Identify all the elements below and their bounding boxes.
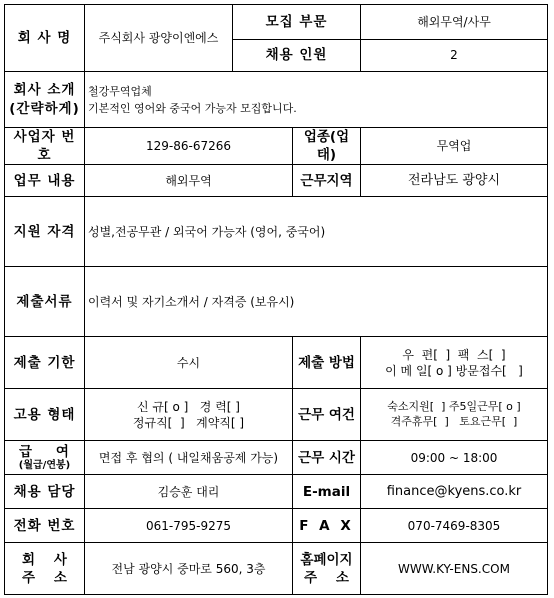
address-label bbox=[5, 543, 85, 595]
address-label-line2: 주 소 bbox=[22, 569, 67, 586]
employment-type-line2: 정규직[ ] 계약직[ ] bbox=[132, 415, 245, 430]
manager-value: 김승훈 대리 bbox=[85, 475, 293, 509]
documents-value: 이력서 및 자기소개서 / 자격증 (보유시) bbox=[85, 267, 548, 337]
row-employment bbox=[5, 389, 548, 441]
duty-value: 해외무역 bbox=[85, 165, 293, 197]
row-intro bbox=[5, 72, 548, 128]
intro-label-line1: 회사 소개 bbox=[13, 82, 76, 99]
method-line2: 이 메 일[ o ] 방문접수[ ] bbox=[385, 363, 523, 378]
employment-type-value bbox=[85, 389, 293, 441]
fax-value: 070-7469-8305 bbox=[361, 509, 548, 543]
row-manager bbox=[5, 475, 548, 509]
duty-label: 업무 내용 bbox=[5, 165, 85, 197]
row-company bbox=[5, 5, 548, 40]
company-name-label: 회 사 명 bbox=[5, 5, 85, 72]
location-label: 근무지역 bbox=[293, 165, 361, 197]
recruit-dept-label: 모집 부문 bbox=[233, 5, 361, 40]
intro-line2: 기본적인 영어와 중국어 가능자 모집합니다. bbox=[88, 101, 297, 115]
manager-label: 채용 담당 bbox=[5, 475, 85, 509]
row-documents bbox=[5, 267, 548, 337]
method-value bbox=[361, 337, 548, 389]
row-business bbox=[5, 128, 548, 165]
salary-label-sub: (월급/연봉) bbox=[18, 459, 71, 471]
intro-line1: 철강무역업체 bbox=[88, 84, 152, 98]
qualification-label: 지원 자격 bbox=[5, 197, 85, 267]
work-conditions-label: 근무 여건 bbox=[293, 389, 361, 441]
business-type-label: 업종(업태) bbox=[293, 128, 361, 165]
qualification-value: 성별,전공무관 / 외국어 가능자 (영어, 중국어) bbox=[85, 197, 548, 267]
recruit-dept-value: 해외무역/사무 bbox=[361, 5, 548, 40]
employment-type-label: 고용 형태 bbox=[5, 389, 85, 441]
address-value: 전남 광양시 중마로 560, 3층 bbox=[85, 543, 293, 595]
work-conditions-line1: 숙소지원[ ] 주5일근무[ o ] bbox=[387, 400, 521, 414]
homepage-label-line2: 주 소 bbox=[304, 569, 349, 586]
salary-value: 면접 후 협의 ( 내일채움공제 가능) bbox=[85, 441, 293, 475]
row-phone bbox=[5, 509, 548, 543]
documents-label: 제출서류 bbox=[5, 267, 85, 337]
address-label-line1: 회 사 bbox=[22, 551, 67, 568]
regno-value: 129-86-67266 bbox=[85, 128, 293, 165]
hours-value: 09:00 ~ 18:00 bbox=[361, 441, 548, 475]
deadline-label: 제출 기한 bbox=[5, 337, 85, 389]
email-label: E-mail bbox=[293, 475, 361, 509]
intro-label-line2: (간략하게) bbox=[9, 100, 80, 117]
email-value: finance@kyens.co.kr bbox=[361, 475, 548, 509]
location-value: 전라남도 광양시 bbox=[361, 165, 548, 197]
row-address bbox=[5, 543, 548, 595]
homepage-label-line1: 홈페이지 bbox=[300, 551, 353, 568]
fax-label: F A X bbox=[293, 509, 361, 543]
work-conditions-value bbox=[361, 389, 548, 441]
job-posting-sheet bbox=[4, 4, 547, 598]
salary-label bbox=[5, 441, 85, 475]
employment-type-line1: 신 규[ o ] 경 력[ ] bbox=[137, 399, 240, 414]
method-line1: 우 편[ ] 팩 스[ ] bbox=[402, 347, 506, 362]
intro-value bbox=[85, 72, 548, 128]
recruit-count-label: 채용 인원 bbox=[233, 40, 361, 72]
job-posting-table bbox=[4, 4, 548, 595]
work-conditions-line2: 격주휴무[ ] 토요근무[ ] bbox=[390, 414, 518, 428]
business-type-value: 무역업 bbox=[361, 128, 548, 165]
homepage-value: WWW.KY-ENS.COM bbox=[361, 543, 548, 595]
regno-label: 사업자 번호 bbox=[5, 128, 85, 165]
hours-label: 근무 시간 bbox=[293, 441, 361, 475]
row-work bbox=[5, 165, 548, 197]
method-label: 제출 방법 bbox=[293, 337, 361, 389]
company-name-value: 주식회사 광양이엔에스 bbox=[85, 5, 233, 72]
intro-label bbox=[5, 72, 85, 128]
row-salary bbox=[5, 441, 548, 475]
row-qualification bbox=[5, 197, 548, 267]
deadline-value: 수시 bbox=[85, 337, 293, 389]
phone-label: 전화 번호 bbox=[5, 509, 85, 543]
phone-value: 061-795-9275 bbox=[85, 509, 293, 543]
row-submission bbox=[5, 337, 548, 389]
salary-label-main: 급 여 bbox=[19, 444, 70, 461]
recruit-count-value: 2 bbox=[361, 40, 548, 72]
homepage-label bbox=[293, 543, 361, 595]
